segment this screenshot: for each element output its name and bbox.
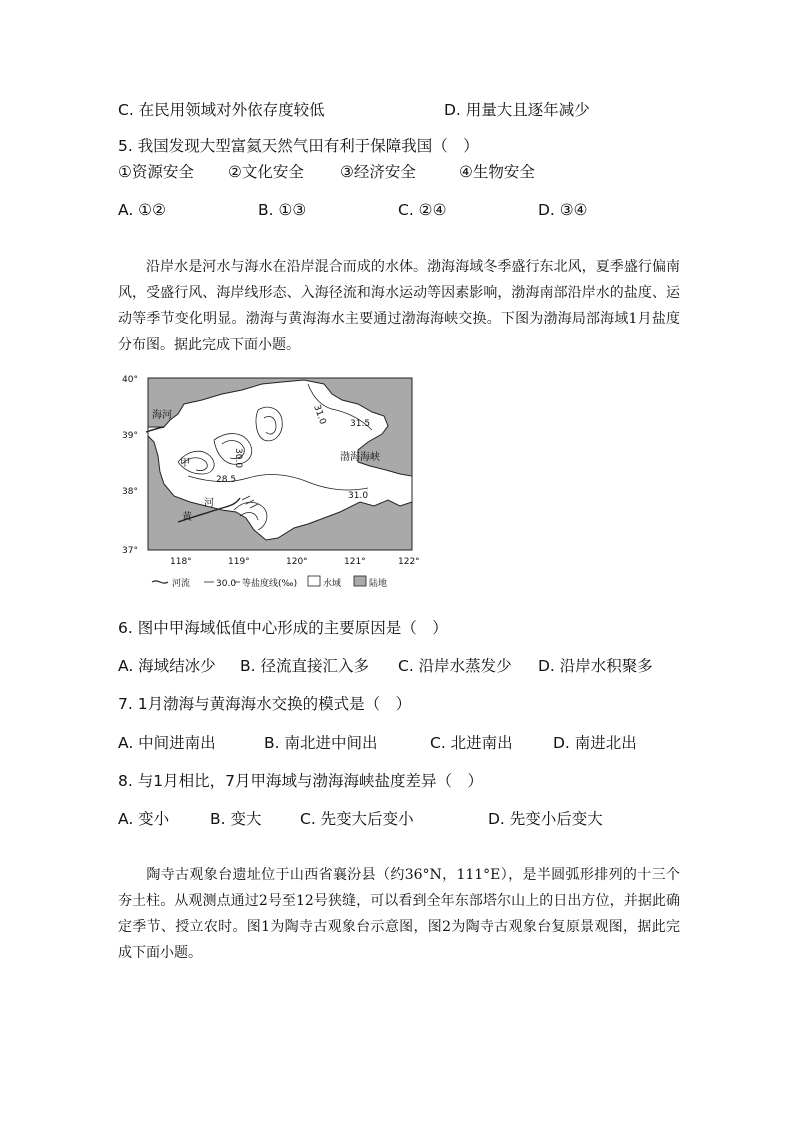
q7-option-c: C. 北进南出 bbox=[430, 734, 513, 752]
label-strait: 渤海海峡 bbox=[340, 452, 380, 463]
q4-option-d: D. 用量大且逐年减少 bbox=[444, 101, 590, 119]
legend-water: 水域 bbox=[323, 579, 342, 589]
label-jia: 甲 bbox=[180, 458, 190, 469]
q6-option-b: B. 径流直接汇入多 bbox=[240, 657, 369, 675]
label-huang: 黄 bbox=[182, 512, 192, 523]
legend-water-swatch bbox=[308, 576, 320, 586]
legend-isoline-sample: 30.0 bbox=[216, 579, 237, 589]
q8-option-b: B. 变大 bbox=[210, 810, 262, 828]
bohai-salinity-map bbox=[118, 370, 428, 600]
lat-label-39: 39° bbox=[122, 431, 138, 441]
lon-label-120: 120° bbox=[286, 557, 308, 567]
q8-option-c: C. 先变大后变小 bbox=[300, 810, 414, 828]
lon-label-118: 118° bbox=[170, 557, 192, 567]
passage-taosi-text: 陶寺古观象台遗址位于山西省襄汾县（约36°N，111°E），是半圆弧形排列的十三个夯土柱。从观测点通过2号至12号狭缝，可以看到全年东部塔尔山上的日出方位，并据此确定季节、授立农时。图1为陶寺古观象台示意图，图2为陶寺古观象台复原景观图，据此完成下面小题。 bbox=[118, 867, 680, 961]
q8-option-a: A. 变小 bbox=[118, 810, 170, 828]
legend-land: 陆地 bbox=[369, 579, 388, 589]
q5-option-c: C. ②④ bbox=[398, 201, 447, 219]
q5-option-d: D. ③④ bbox=[538, 201, 588, 219]
label-haihe: 海河 bbox=[152, 410, 172, 421]
bohai-salinity-map-svg bbox=[118, 370, 428, 600]
legend-river-icon bbox=[152, 581, 168, 583]
q5-item-3: ③经济安全 bbox=[340, 163, 416, 181]
legend-land-swatch bbox=[354, 576, 366, 586]
q5-option-a: A. ①② bbox=[118, 201, 166, 219]
legend-river: 河流 bbox=[172, 579, 191, 589]
q6-option-a: A. 海域结冰少 bbox=[118, 657, 216, 675]
passage-taosi bbox=[118, 862, 680, 966]
lon-label-119: 119° bbox=[228, 557, 250, 567]
legend-isoline: 等盐度线(‰) bbox=[242, 579, 298, 589]
q6-option-d: D. 沿岸水积聚多 bbox=[538, 657, 653, 675]
q7-option-d: D. 南进北出 bbox=[553, 734, 637, 752]
q6-stem: 6. 图中甲海域低值中心形成的主要原因是（ ） bbox=[118, 619, 448, 637]
q8-option-d: D. 先变小后变大 bbox=[488, 810, 603, 828]
lon-label-121: 121° bbox=[344, 557, 366, 567]
q5-stem: 5. 我国发现大型富氦天然气田有利于保障我国（ ） bbox=[118, 137, 479, 155]
lon-label-122: 122° bbox=[398, 557, 420, 567]
q5-item-2: ②文化安全 bbox=[228, 163, 304, 181]
passage-bohai bbox=[118, 254, 680, 358]
isoline-label-5: 31.0 bbox=[348, 491, 369, 501]
isoline-label-3: 30.0 bbox=[233, 448, 243, 469]
isoline-label-2: 31.5 bbox=[350, 419, 371, 429]
q5-item-4: ④生物安全 bbox=[459, 163, 535, 181]
lat-label-37: 37° bbox=[122, 546, 138, 556]
q6-option-c: C. 沿岸水蒸发少 bbox=[398, 657, 512, 675]
lat-label-38: 38° bbox=[122, 487, 138, 497]
lat-label-40: 40° bbox=[122, 375, 138, 385]
q5-item-1: ①资源安全 bbox=[118, 163, 194, 181]
q4-option-c: C. 在民用领域对外依存度较低 bbox=[118, 101, 325, 119]
passage-bohai-text: 沿岸水是河水与海水在沿岸混合而成的水体。渤海海域冬季盛行东北风，夏季盛行偏南风，受盛行风、海岸线形态、入海径流和海水运动等因素影响，渤海南部沿岸水的盐度、运动等季节变化明显。渤海与黄海海水主要通过渤海海峡交换。下图为渤海局部海域1月盐度分布图。据此完成下面小题。 bbox=[118, 259, 680, 353]
isoline-label-4: 28.5 bbox=[216, 475, 237, 485]
q7-option-a: A. 中间进南出 bbox=[118, 734, 216, 752]
q8-stem: 8. 与1月相比，7月甲海域与渤海海峡盐度差异（ ） bbox=[118, 772, 483, 790]
q7-option-b: B. 南北进中间出 bbox=[264, 734, 378, 752]
q5-option-b: B. ①③ bbox=[258, 201, 307, 219]
map-legend bbox=[152, 576, 387, 589]
label-he: 河 bbox=[204, 498, 214, 509]
isoline-label-1: 31.0 bbox=[311, 403, 328, 426]
q7-stem: 7. 1月渤海与黄海海水交换的模式是（ ） bbox=[118, 695, 412, 713]
